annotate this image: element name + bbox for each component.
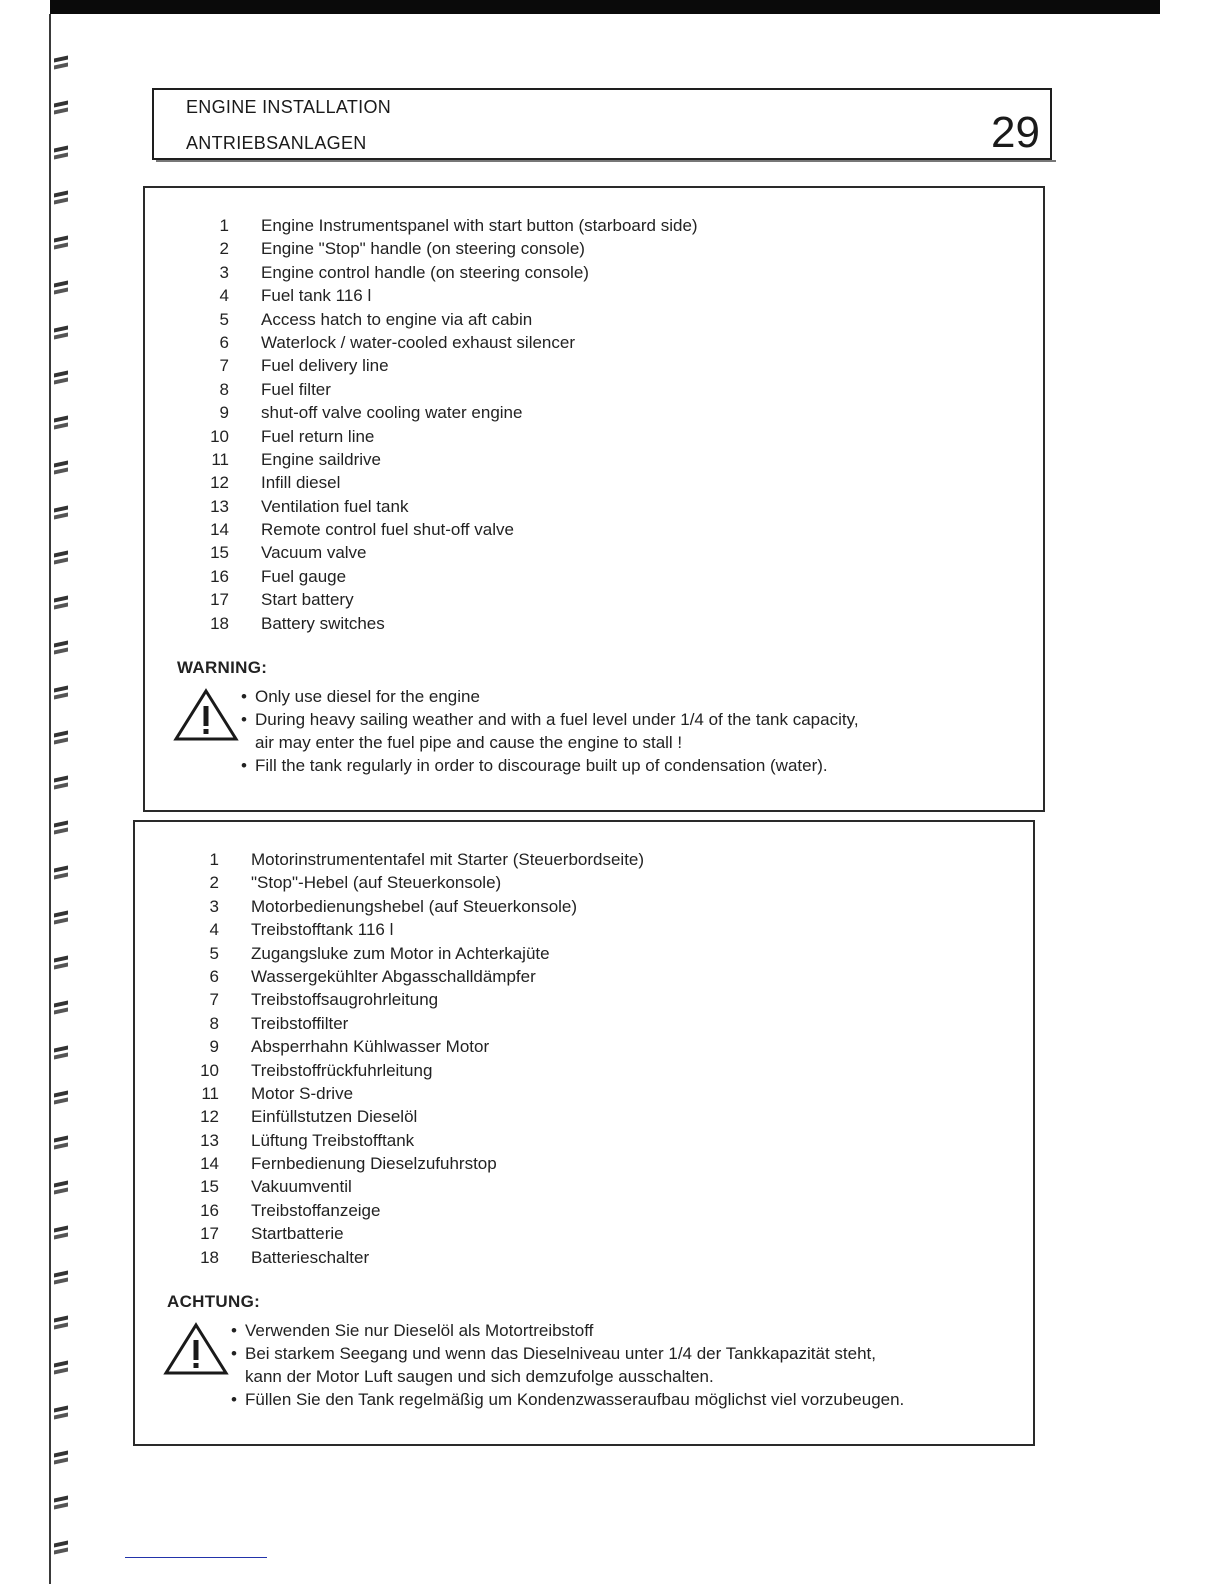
item-number: 5 bbox=[209, 943, 219, 963]
item-number: 3 bbox=[219, 262, 229, 282]
item-number: 17 bbox=[210, 590, 229, 610]
binding-ring bbox=[54, 864, 68, 880]
list-item bbox=[175, 848, 644, 871]
item-number: 6 bbox=[209, 966, 219, 986]
binding-ring bbox=[54, 414, 68, 430]
scan-top-edge bbox=[50, 0, 1160, 14]
item-number: 8 bbox=[219, 379, 229, 399]
binding-ring bbox=[54, 324, 68, 340]
item-number: 3 bbox=[209, 896, 219, 916]
list-item bbox=[175, 1059, 644, 1082]
item-text: Access hatch to engine via aft cabin bbox=[261, 309, 533, 329]
list-item bbox=[185, 214, 698, 237]
achtung-bullet: • Füllen Sie den Tank regelmäßig um Kondenzwasseraufbau möglichst viel vorzubeugen. bbox=[231, 1390, 905, 1409]
list-item bbox=[185, 331, 698, 354]
list-item bbox=[175, 1246, 644, 1269]
list-item bbox=[185, 237, 698, 260]
item-text: Startbatterie bbox=[251, 1224, 344, 1244]
item-number: 7 bbox=[219, 356, 229, 376]
item-text: Treibstoffanzeige bbox=[251, 1200, 381, 1220]
list-item bbox=[175, 942, 644, 965]
achtung-bullet: • Verwenden Sie nur Dieselöl als Motortreibstoff bbox=[231, 1321, 594, 1340]
item-text: Einfüllstutzen Dieselöl bbox=[251, 1107, 418, 1127]
list-item bbox=[185, 518, 698, 541]
list-item bbox=[185, 448, 698, 471]
item-text: Engine control handle (on steering console) bbox=[261, 262, 589, 282]
binding-ring bbox=[54, 1359, 68, 1375]
binding-ring bbox=[54, 999, 68, 1015]
list-item bbox=[185, 612, 698, 635]
binding-ring bbox=[54, 99, 68, 115]
binding-ring bbox=[54, 1134, 68, 1150]
binding-ring bbox=[54, 1539, 68, 1555]
item-text: Infill diesel bbox=[261, 473, 341, 493]
item-text: Absperrhahn Kühlwasser Motor bbox=[251, 1037, 490, 1057]
page-number: 29 bbox=[991, 108, 1040, 157]
list-item bbox=[185, 354, 698, 377]
item-number: 12 bbox=[200, 1107, 219, 1127]
warning-bullet: • Fill the tank regularly in order to discourage built up of condensation (water). bbox=[241, 756, 828, 775]
item-text: Waterlock / water-cooled exhaust silencer bbox=[261, 332, 576, 352]
item-number: 7 bbox=[209, 990, 219, 1010]
warning-bullet-continuation: air may enter the fuel pipe and cause the engine to stall ! bbox=[255, 733, 683, 752]
warning-triangle-icon bbox=[163, 1322, 229, 1376]
item-text: "Stop"-Hebel (auf Steuerkonsole) bbox=[251, 873, 502, 893]
achtung-bullet-continuation: kann der Motor Luft saugen und sich demzufolge ausschalten. bbox=[245, 1367, 714, 1386]
binding-ring bbox=[54, 639, 68, 655]
binding-ring bbox=[54, 1089, 68, 1105]
item-text: Fernbedienung Dieselzufuhrstop bbox=[251, 1154, 497, 1174]
list-item bbox=[175, 988, 644, 1011]
item-text: Treibstoffrückfuhrleitung bbox=[251, 1060, 433, 1080]
binding-ring bbox=[54, 909, 68, 925]
item-text: Treibstofftank 116 l bbox=[251, 920, 394, 940]
item-number: 5 bbox=[219, 309, 229, 329]
list-item bbox=[185, 284, 698, 307]
item-text: Remote control fuel shut-off valve bbox=[261, 520, 514, 540]
item-text: Battery switches bbox=[261, 613, 385, 633]
item-number: 16 bbox=[210, 566, 229, 586]
item-number: 18 bbox=[210, 613, 229, 633]
binding-ring bbox=[54, 504, 68, 520]
binding-ring bbox=[54, 594, 68, 610]
warning-triangle-icon bbox=[173, 688, 239, 742]
list-item bbox=[185, 541, 698, 564]
warning-bullets bbox=[241, 685, 859, 777]
binding-ring bbox=[54, 1044, 68, 1060]
item-number: 11 bbox=[201, 1083, 219, 1103]
item-text: Ventilation fuel tank bbox=[261, 496, 409, 516]
item-number: 2 bbox=[219, 239, 229, 259]
binding-ring bbox=[54, 144, 68, 160]
binding-ring bbox=[54, 459, 68, 475]
item-number: 1 bbox=[219, 216, 229, 235]
warning-bullet: • During heavy sailing weather and with a fuel level under 1/4 of the tank capacity, bbox=[241, 710, 859, 729]
list-item bbox=[185, 588, 698, 611]
item-text: Engine "Stop" handle (on steering console) bbox=[261, 239, 585, 259]
binding-ring bbox=[54, 819, 68, 835]
header-title-en: ENGINE INSTALLATION bbox=[186, 97, 392, 117]
item-text: Vacuum valve bbox=[261, 543, 367, 563]
item-number: 14 bbox=[210, 520, 229, 540]
binding-ring bbox=[54, 369, 68, 385]
binding-ring bbox=[54, 1224, 68, 1240]
list-item bbox=[175, 895, 644, 918]
binding-ring bbox=[54, 234, 68, 250]
binding-ring bbox=[54, 54, 68, 70]
achtung-title: ACHTUNG: bbox=[167, 1292, 261, 1311]
item-number: 9 bbox=[209, 1037, 219, 1057]
binding-ring bbox=[54, 1449, 68, 1465]
binding-ring bbox=[54, 1269, 68, 1285]
item-text: Engine saildrive bbox=[261, 449, 382, 469]
footer-rule bbox=[125, 1557, 267, 1558]
item-text: Treibstoffilter bbox=[251, 1013, 349, 1033]
scan-left-edge bbox=[49, 14, 51, 1584]
german-item-list bbox=[175, 848, 644, 1269]
item-number: 2 bbox=[209, 873, 219, 893]
item-number: 15 bbox=[210, 543, 229, 563]
item-number: 16 bbox=[200, 1200, 219, 1220]
binding-ring bbox=[54, 1314, 68, 1330]
list-item bbox=[185, 471, 698, 494]
item-number: 4 bbox=[209, 920, 219, 940]
list-item bbox=[185, 261, 698, 284]
list-item bbox=[175, 1129, 644, 1152]
list-item bbox=[175, 871, 644, 894]
binding-ring bbox=[54, 279, 68, 295]
item-text: Zugangsluke zum Motor in Achterkajüte bbox=[251, 943, 550, 963]
item-number: 17 bbox=[200, 1224, 219, 1244]
item-text: Start battery bbox=[261, 590, 354, 610]
item-number: 18 bbox=[200, 1247, 219, 1267]
binding-ring bbox=[54, 189, 68, 205]
list-item bbox=[175, 1199, 644, 1222]
item-number: 1 bbox=[209, 850, 219, 869]
english-panel bbox=[143, 186, 1045, 812]
item-text: Engine Instrumentspanel with start button (starboard side) bbox=[261, 216, 698, 235]
item-text: Lüftung Treibstofftank bbox=[251, 1130, 415, 1150]
item-text: Treibstoffsaugrohrleitung bbox=[251, 990, 439, 1010]
item-text: Batterieschalter bbox=[251, 1247, 370, 1267]
item-text: Wassergekühlter Abgasschalldämpfer bbox=[251, 966, 536, 986]
list-item bbox=[185, 495, 698, 518]
item-number: 11 bbox=[211, 449, 229, 469]
header-title-de: ANTRIEBSANLAGEN bbox=[186, 133, 367, 153]
binding-ring bbox=[54, 1494, 68, 1510]
item-number: 12 bbox=[210, 473, 229, 493]
list-item bbox=[185, 565, 698, 588]
item-text: Vakuumventil bbox=[251, 1177, 352, 1197]
item-text: shut-off valve cooling water engine bbox=[261, 403, 523, 423]
item-number: 9 bbox=[219, 403, 229, 423]
list-item bbox=[185, 308, 698, 331]
item-number: 10 bbox=[210, 426, 229, 446]
binding-ring bbox=[54, 954, 68, 970]
warning-bullet: • Only use diesel for the engine bbox=[241, 687, 480, 706]
binding-ring bbox=[54, 774, 68, 790]
item-number: 15 bbox=[200, 1177, 219, 1197]
list-item bbox=[185, 401, 698, 424]
item-number: 4 bbox=[219, 286, 229, 306]
list-item bbox=[175, 1082, 644, 1105]
list-item bbox=[175, 1012, 644, 1035]
binding-ring bbox=[54, 1179, 68, 1195]
item-number: 10 bbox=[200, 1060, 219, 1080]
list-item bbox=[175, 1222, 644, 1245]
spiral-binding bbox=[52, 54, 72, 1574]
list-item bbox=[175, 965, 644, 988]
item-text: Fuel filter bbox=[261, 379, 331, 399]
item-text: Motor S-drive bbox=[251, 1083, 354, 1103]
binding-ring bbox=[54, 684, 68, 700]
list-item bbox=[175, 918, 644, 941]
warning-title: WARNING: bbox=[177, 658, 268, 677]
item-text: Fuel return line bbox=[261, 426, 375, 446]
list-item bbox=[175, 1105, 644, 1128]
item-number: 8 bbox=[209, 1013, 219, 1033]
item-number: 14 bbox=[200, 1154, 219, 1174]
page-header bbox=[152, 88, 1052, 160]
item-text: Fuel delivery line bbox=[261, 356, 389, 376]
item-number: 13 bbox=[200, 1130, 219, 1150]
item-text: Motorbedienungshebel (auf Steuerkonsole) bbox=[251, 896, 578, 916]
binding-ring bbox=[54, 729, 68, 745]
list-item bbox=[175, 1152, 644, 1175]
binding-ring bbox=[54, 1404, 68, 1420]
list-item bbox=[175, 1035, 644, 1058]
item-text: Motorinstrumententafel mit Starter (Steuerbordseite) bbox=[251, 850, 645, 869]
list-item bbox=[175, 1175, 644, 1198]
achtung-bullets bbox=[231, 1319, 904, 1411]
german-panel bbox=[133, 820, 1035, 1446]
item-number: 13 bbox=[210, 496, 229, 516]
list-item bbox=[185, 425, 698, 448]
achtung-bullet: • Bei starkem Seegang und wenn das Dieselniveau unter 1/4 der Tankkapazität steht, bbox=[231, 1344, 876, 1363]
item-number: 6 bbox=[219, 332, 229, 352]
list-item bbox=[185, 378, 698, 401]
binding-ring bbox=[54, 549, 68, 565]
item-text: Fuel gauge bbox=[261, 566, 347, 586]
english-item-list bbox=[185, 214, 698, 635]
item-text: Fuel tank 116 l bbox=[261, 286, 372, 306]
header-shadow-line bbox=[156, 160, 1056, 162]
